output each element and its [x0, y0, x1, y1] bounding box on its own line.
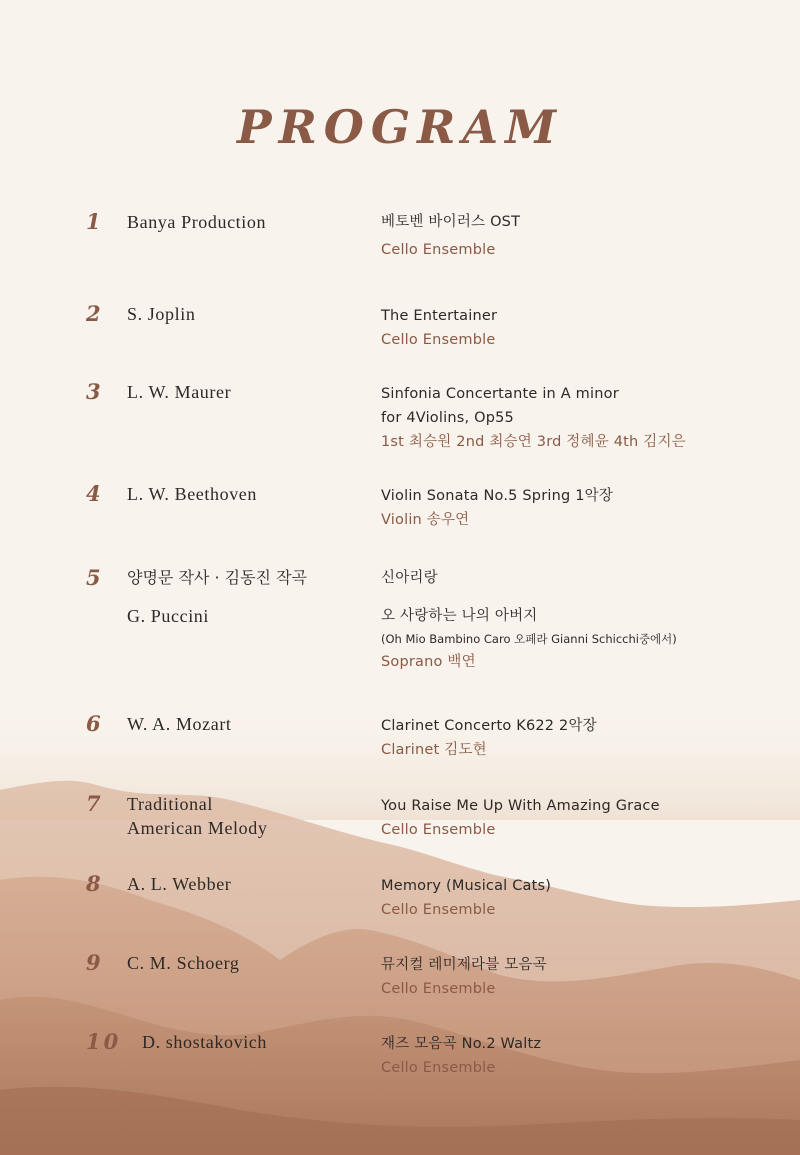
performer: Violin 송우연	[381, 512, 470, 528]
work-title: 베토벤 바이러스 OST	[381, 214, 521, 230]
composer-line-1: Traditional	[127, 794, 213, 814]
item-number: 4	[86, 481, 101, 506]
item-number: 8	[86, 871, 101, 896]
work-title-line-2: for 4Violins, Op55	[381, 410, 514, 426]
work-title: 재즈 모음곡 No.2 Waltz	[381, 1036, 542, 1052]
composer-name: W. A. Mozart	[127, 714, 232, 734]
composer-name: C. M. Schoerg	[127, 953, 240, 973]
performer: 1st 최승원 2nd 최승연 3rd 정혜윤 4th 김지은	[381, 434, 686, 450]
composer-name: S. Joplin	[127, 304, 196, 324]
work-title: 신아리랑	[381, 570, 438, 586]
performer: Cello Ensemble	[381, 242, 496, 258]
work-block	[381, 382, 791, 454]
work-block	[381, 714, 791, 762]
work-block	[381, 210, 791, 262]
composer-name: D. shostakovich	[142, 1032, 267, 1052]
item-number: 9	[86, 950, 101, 975]
item-number: 6	[86, 711, 101, 736]
performer: Cello Ensemble	[381, 981, 496, 997]
item-number: 7	[86, 791, 101, 816]
work-title-2: 오 사랑하는 나의 아버지	[381, 608, 538, 624]
work-block	[381, 953, 791, 1001]
work-title: Sinfonia Concertante in A minor	[381, 386, 619, 402]
work-block	[381, 794, 791, 842]
work-block	[381, 874, 791, 922]
program-title: PROGRAM	[236, 100, 563, 154]
work-title: 뮤지컬 레미제라블 모음곡	[381, 957, 547, 973]
work-title: You Raise Me Up With Amazing Grace	[381, 798, 660, 814]
item-number: 1	[86, 209, 101, 234]
work-title: Memory (Musical Cats)	[381, 878, 552, 894]
composer-name	[127, 792, 357, 840]
item-number: 10	[86, 1029, 122, 1054]
performer: Cello Ensemble	[381, 332, 496, 348]
work-block	[381, 566, 791, 674]
work-block	[381, 1032, 791, 1080]
composer-name: L. W. Maurer	[127, 382, 232, 402]
composer-name: 양명문 작사 · 김동진 작곡	[127, 568, 307, 587]
composer-name: A. L. Webber	[127, 874, 232, 894]
composer-name: L. W. Beethoven	[127, 484, 257, 504]
work-title-2-subtitle: (Oh Mio Bambino Caro 오페라 Gianni Schicchi중에서)	[381, 632, 677, 646]
work-title: The Entertainer	[381, 308, 498, 324]
work-block	[381, 304, 791, 352]
performer: Cello Ensemble	[381, 822, 496, 838]
composer-name-2: G. Puccini	[127, 606, 209, 626]
work-block	[381, 484, 791, 532]
composer-line-2: American Melody	[127, 818, 268, 838]
work-title: Violin Sonata No.5 Spring 1악장	[381, 488, 614, 504]
performer: Cello Ensemble	[381, 1060, 496, 1076]
item-number: 2	[86, 301, 101, 326]
performer: Cello Ensemble	[381, 902, 496, 918]
performer: Clarinet 김도현	[381, 742, 487, 758]
item-number: 3	[86, 379, 101, 404]
work-title: Clarinet Concerto K622 2악장	[381, 718, 597, 734]
composer-name: Banya Production	[127, 212, 267, 232]
item-number: 5	[86, 565, 101, 590]
performer: Soprano 백연	[381, 654, 476, 670]
